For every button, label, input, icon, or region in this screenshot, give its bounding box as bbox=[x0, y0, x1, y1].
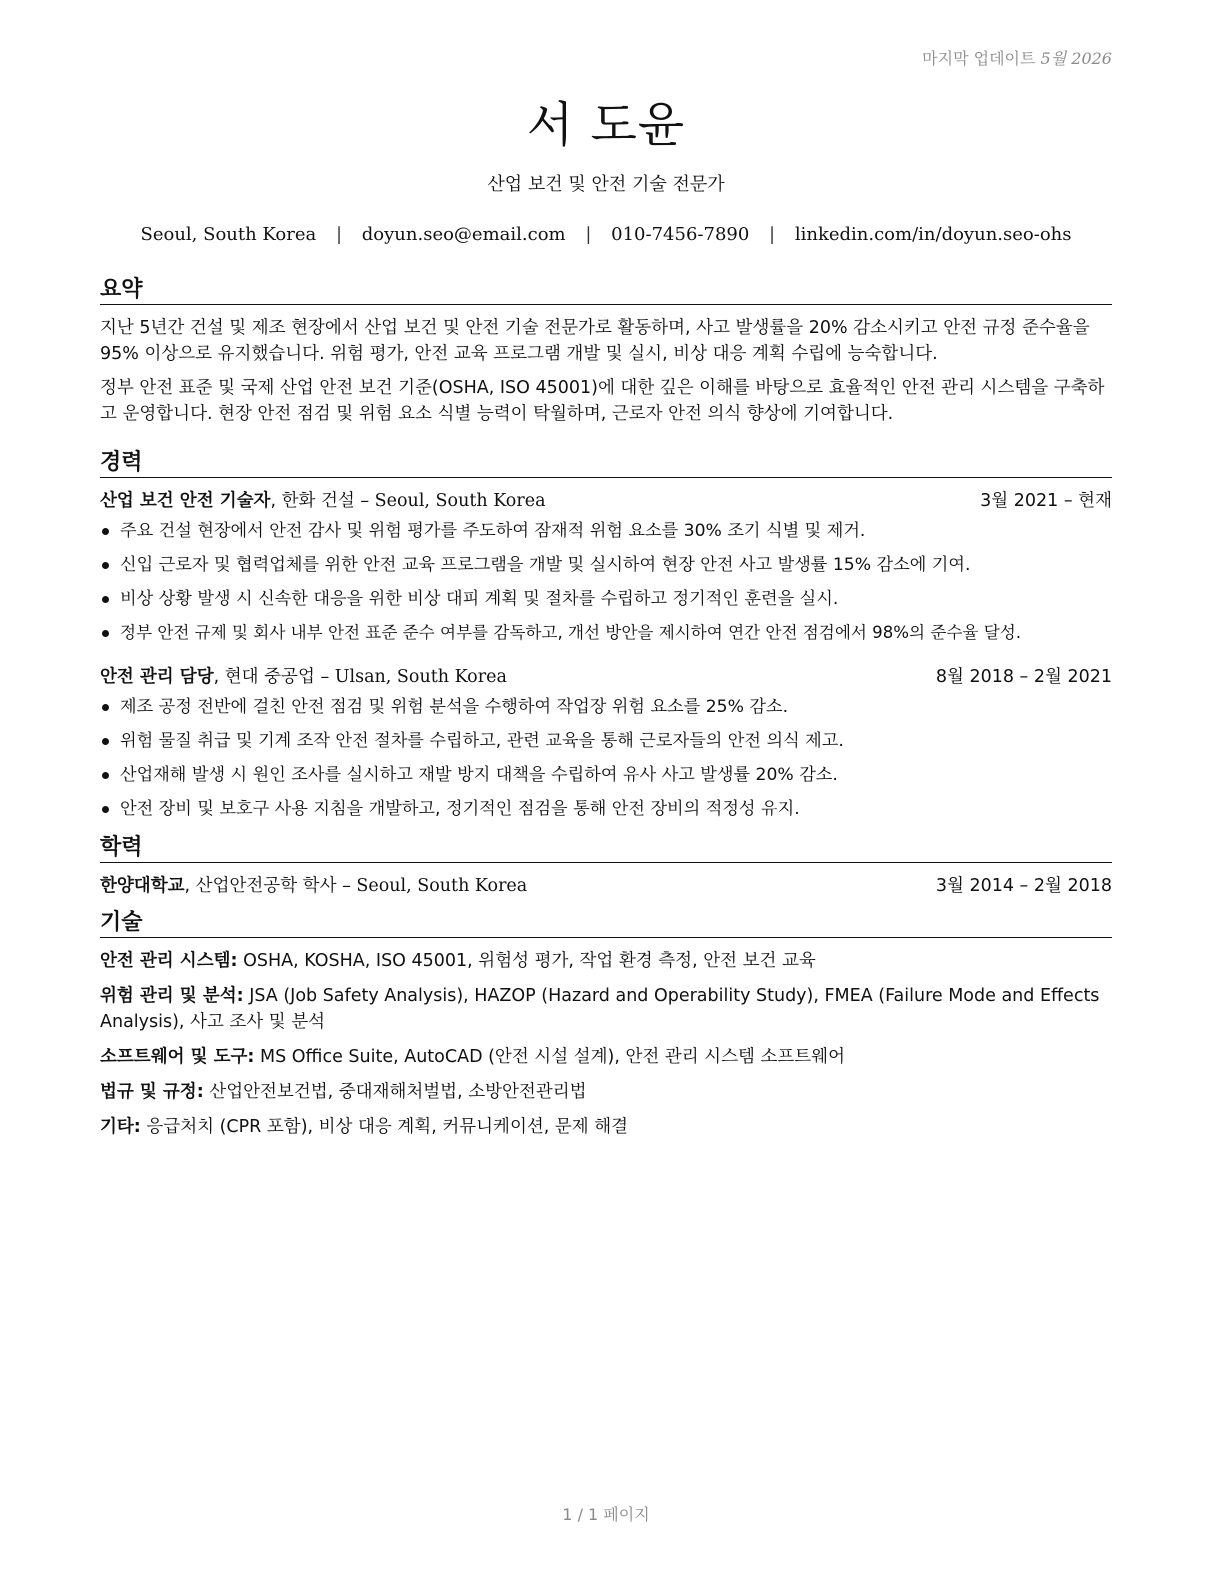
job-entry bbox=[100, 488, 1112, 646]
job-bullet: 비상 상황 발생 시 신속한 대응을 위한 비상 대피 계획 및 절차를 수립하고 정기적인 훈련을 실시. bbox=[100, 586, 1112, 612]
contact-linkedin[interactable]: linkedin.com/in/doyun.seo-ohs bbox=[794, 224, 1072, 245]
skill-label: 안전 관리 시스템: bbox=[100, 951, 238, 971]
education-section bbox=[100, 834, 1112, 899]
contact-phone: 010-7456-7890 bbox=[611, 224, 750, 245]
experience-section bbox=[100, 449, 1112, 822]
bullet-dot-icon bbox=[102, 806, 109, 813]
page-indicator: 1 / 1 페이지 bbox=[562, 1505, 650, 1524]
skill-row bbox=[100, 1079, 1112, 1105]
job-title: 산업 보건 안전 기술자 bbox=[100, 491, 271, 511]
summary-paragraph: 지난 5년간 건설 및 제조 현장에서 산업 보건 및 안전 기술 전문가로 활동하며, 사고 발생률을 20% 감소시키고 안전 규정 준수율을 95% 이상으로 유지했습니다. 위험 평가, 안전 교육 프로그램 개발 및 실시, 비상 대응 계획 수립에 능숙합니다. bbox=[100, 318, 1090, 364]
bullet-dot-icon bbox=[102, 562, 109, 569]
job-bullet: 주요 건설 현장에서 안전 감사 및 위험 평가를 주도하여 잠재적 위험 요소를 30% 조기 식별 및 제거. bbox=[100, 518, 1112, 544]
skill-row bbox=[100, 983, 1112, 1035]
skills-section bbox=[100, 909, 1112, 1140]
skill-value: 응급처치 (CPR 포함), 비상 대응 계획, 커뮤니케이션, 문제 해결 bbox=[146, 1117, 629, 1137]
skill-label: 소프트웨어 및 도구: bbox=[100, 1047, 255, 1067]
job-bullet: 신입 근로자 및 협력업체를 위한 안전 교육 프로그램을 개발 및 실시하여 현장 안전 사고 발생률 15% 감소에 기여. bbox=[100, 552, 1112, 578]
contact-separator: | bbox=[335, 224, 343, 245]
section-heading-experience: 경력 bbox=[100, 449, 1112, 478]
contact-line bbox=[100, 224, 1112, 245]
last-updated-label: 마지막 업데이트 bbox=[922, 49, 1036, 68]
skill-row bbox=[100, 1044, 1112, 1070]
skill-value: 산업안전보건법, 중대재해처벌법, 소방안전관리법 bbox=[209, 1082, 587, 1102]
skill-label: 법규 및 규정: bbox=[100, 1082, 204, 1102]
skill-label: 기타: bbox=[100, 1117, 141, 1137]
last-updated-date: 5월 2026 bbox=[1040, 49, 1112, 68]
education-location: Seoul, South Korea bbox=[356, 876, 528, 896]
job-dates: 3월 2021 – 현재 bbox=[980, 491, 1112, 511]
job-bullet: 안전 장비 및 보호구 사용 지침을 개발하고, 정기적인 점검을 통해 안전 장비의 적정성 유지. bbox=[100, 796, 1112, 822]
summary-section bbox=[100, 276, 1112, 427]
bullet-dot-icon bbox=[102, 528, 109, 535]
bullet-dot-icon bbox=[102, 772, 109, 779]
section-heading-summary: 요약 bbox=[100, 276, 1112, 305]
job-company: 한화 건설 bbox=[281, 491, 355, 511]
job-header: 산업 보건 안전 기술자, 한화 건설 – Seoul, South Korea 3월 2021 – 현재 bbox=[100, 488, 1112, 514]
job-bullet: 위험 물질 취급 및 기계 조작 안전 절차를 수립하고, 관련 교육을 통해 근로자들의 안전 의식 제고. bbox=[100, 728, 1112, 754]
summary-paragraph: 정부 안전 표준 및 국제 산업 안전 보건 기준(OSHA, ISO 45001)에 대한 깊은 이해를 바탕으로 효율적인 안전 관리 시스템을 구축하고 운영합니다. 현장 안전 점검 및 위험 요소 식별 능력이 탁월하며, 근로자 안전 의식 향상에 기여합니다. bbox=[100, 378, 1105, 424]
resume-page bbox=[100, 0, 1112, 1584]
contact-separator: | bbox=[585, 224, 592, 245]
candidate-name: 서 도윤 bbox=[526, 97, 686, 153]
job-dates: 8월 2018 – 2월 2021 bbox=[935, 667, 1112, 687]
skill-value: MS Office Suite, AutoCAD (안전 시설 설계), 안전 관리 시스템 소프트웨어 bbox=[260, 1047, 845, 1067]
job-bullets bbox=[100, 518, 1112, 646]
contact-location: Seoul, South Korea bbox=[140, 224, 317, 245]
bullet-dot-icon bbox=[102, 630, 109, 637]
job-bullet: 산업재해 발생 시 원인 조사를 실시하고 재발 방지 대책을 수립하여 유사 사고 발생률 20% 감소. bbox=[100, 762, 1112, 788]
education-entry: 한양대학교, 산업안전공학 학사 – Seoul, South Korea 3월 2014 – 2월 2018 bbox=[100, 873, 1112, 899]
skill-value: OSHA, KOSHA, ISO 45001, 위험성 평가, 작업 환경 측정, 안전 보건 교육 bbox=[243, 951, 816, 971]
contact-email[interactable]: doyun.seo@email.com bbox=[361, 224, 566, 245]
job-bullets bbox=[100, 694, 1112, 822]
education-dates: 3월 2014 – 2월 2018 bbox=[935, 876, 1112, 896]
candidate-title: 산업 보건 및 안전 기술 전문가 bbox=[487, 174, 725, 195]
section-heading-education: 학력 bbox=[100, 834, 1112, 863]
job-entry bbox=[100, 664, 1112, 822]
bullet-dot-icon bbox=[102, 704, 109, 711]
job-header: 안전 관리 담당, 현대 중공업 – Ulsan, South Korea 8월 2018 – 2월 2021 bbox=[100, 664, 1112, 690]
resume-content bbox=[100, 276, 1112, 1149]
skill-value: JSA (Job Safety Analysis), HAZOP (Hazard and Operability Study), FMEA (Failure Mode and Effects Analysis), 사고 조사 및 분석 bbox=[100, 986, 1100, 1032]
skill-row bbox=[100, 1114, 1112, 1140]
education-degree: 산업안전공학 학사 bbox=[195, 876, 337, 896]
contact-separator: | bbox=[769, 224, 776, 245]
section-heading-skills: 기술 bbox=[100, 909, 1112, 938]
job-location: Seoul, South Korea bbox=[374, 491, 546, 511]
job-bullet: 제조 공정 전반에 걸친 안전 점검 및 위험 분석을 수행하여 작업장 위험 요소를 25% 감소. bbox=[100, 694, 1112, 720]
job-location: Ulsan, South Korea bbox=[334, 667, 507, 687]
job-title: 안전 관리 담당 bbox=[100, 667, 214, 687]
education-school: 한양대학교 bbox=[100, 876, 185, 896]
last-updated bbox=[922, 46, 1112, 69]
job-company: 현대 중공업 bbox=[224, 667, 315, 687]
job-bullet: 정부 안전 규제 및 회사 내부 안전 표준 준수 여부를 감독하고, 개선 방안을 제시하여 연간 안전 점검에서 98%의 준수율 달성. bbox=[100, 620, 1112, 646]
skill-row bbox=[100, 948, 1112, 974]
skill-label: 위험 관리 및 분석: bbox=[100, 986, 244, 1006]
bullet-dot-icon bbox=[102, 738, 109, 745]
bullet-dot-icon bbox=[102, 596, 109, 603]
